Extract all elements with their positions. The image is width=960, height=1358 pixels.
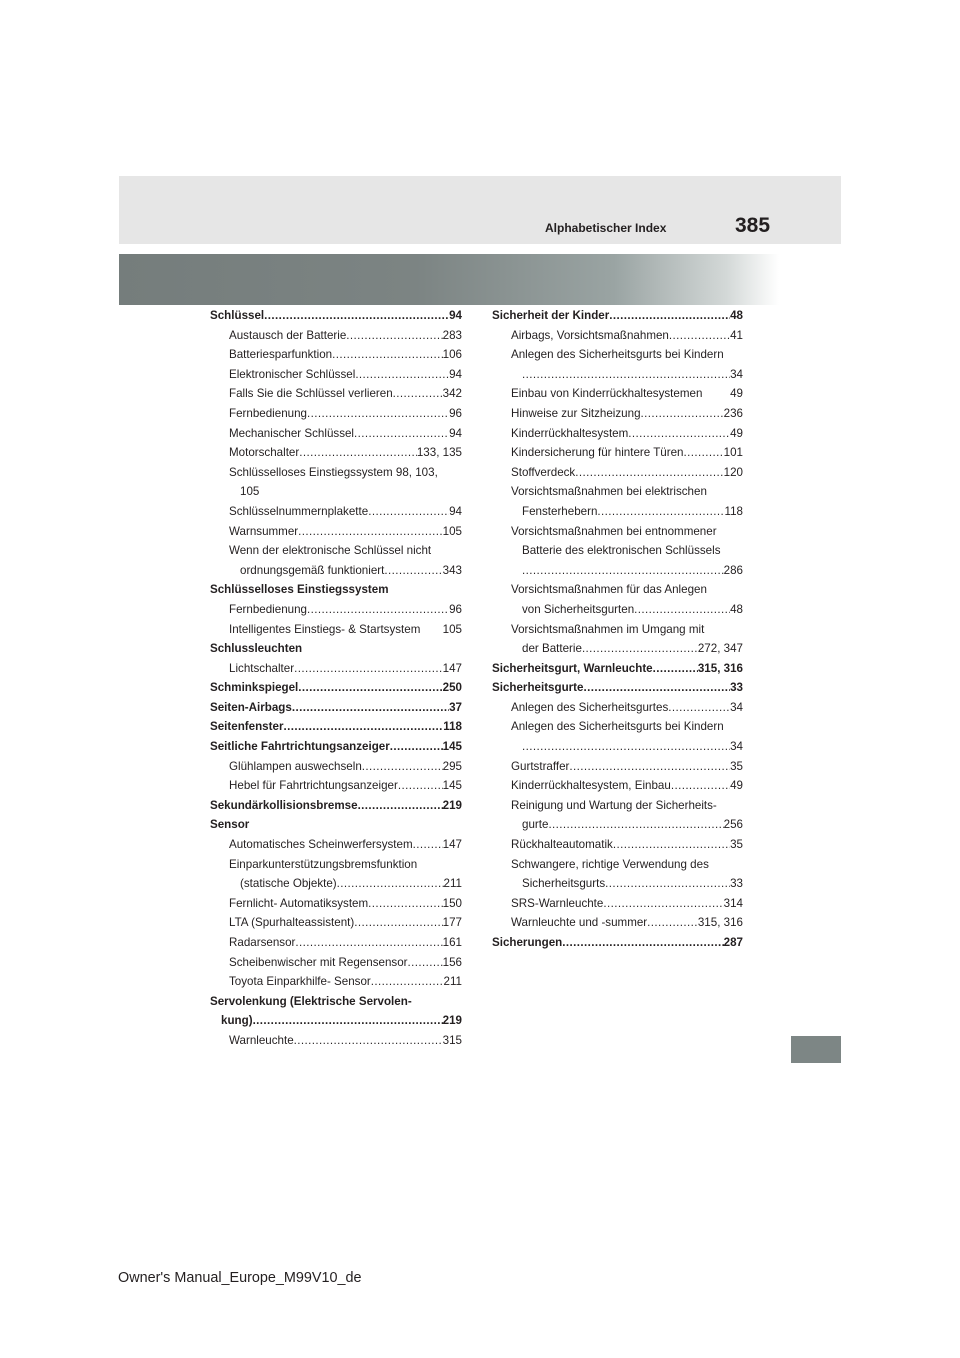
index-entry-term: Schminkspiegel: [210, 681, 299, 695]
index-entry-term: Seiten-Airbags: [210, 700, 292, 714]
index-entry-page: 145: [442, 779, 462, 793]
index-entry-term: Glühlampen auswechseln: [229, 759, 362, 773]
dot-leader: [684, 443, 724, 463]
index-entry-term: Anlegen des Sicherheitsgurts bei Kindern: [511, 720, 724, 734]
index-entry-page: 96: [449, 602, 462, 616]
index-entry-term: Batteriesparfunktion: [229, 348, 333, 362]
index-entry-term: Rückhalteautomatik: [511, 838, 613, 852]
index-entry: [492, 678, 743, 698]
dot-leader: [605, 874, 730, 894]
index-entry-term: ordnungsgemäß funktioniert: [240, 563, 385, 577]
index-entry: [492, 306, 743, 326]
index-entry-term: Einparkunterstützungsbremsfunktion: [229, 857, 418, 871]
dot-leader: [253, 1011, 443, 1031]
index-entry-page: 150: [442, 896, 462, 910]
index-entry: [210, 639, 462, 659]
index-entry: [492, 639, 743, 659]
index-entry: [492, 600, 743, 620]
index-entry-term: kung): [221, 1014, 253, 1028]
index-entry: [210, 522, 462, 542]
index-entry-page: 147: [442, 838, 462, 852]
gradient-bar: [119, 254, 779, 305]
index-entry: [210, 580, 462, 600]
index-entry: [492, 404, 743, 424]
index-entry-term: Fernbedienung: [229, 406, 307, 420]
dot-leader: [384, 561, 442, 581]
index-entry: [492, 620, 743, 640]
index-entry: [210, 796, 462, 816]
index-entry-term: Stoffverdeck: [511, 465, 576, 479]
index-entry: [210, 835, 462, 855]
index-column-left: [210, 306, 462, 1051]
dot-leader: [597, 502, 724, 522]
index-entry-term: Sicherheitsgurte: [492, 681, 584, 695]
dot-leader: [332, 345, 443, 365]
index-entry: [492, 365, 743, 385]
index-entry-page: 118: [724, 504, 743, 518]
index-entry: [210, 404, 462, 424]
dot-leader: [355, 365, 449, 385]
index-entry-term: Seitenfenster: [210, 720, 284, 734]
index-entry: [210, 345, 462, 365]
index-entry-page: 147: [442, 661, 462, 675]
index-entry: [492, 855, 743, 875]
index-entry-page: 34: [730, 367, 743, 381]
index-entry: [210, 757, 462, 777]
dot-leader: [307, 404, 449, 424]
index-entry: [492, 345, 743, 365]
index-entry-page: 49: [730, 779, 743, 793]
index-entry: [492, 443, 743, 463]
index-entry-term: Reinigung und Wartung der Sicherheits-: [511, 798, 717, 812]
index-entry: [492, 933, 743, 953]
index-entry-term: Scheibenwischer mit Regensensor: [229, 955, 408, 969]
index-entry-term: Einbau von Kinderrückhaltesystemen: [511, 387, 703, 401]
index-entry-term: Sensor: [210, 818, 250, 832]
index-entry: [210, 913, 462, 933]
index-entry: [210, 443, 462, 463]
index-entry: [492, 463, 743, 483]
dot-leader: [669, 326, 730, 346]
dot-leader: [362, 757, 443, 777]
index-entry-term: Sicherungen: [492, 936, 563, 949]
index-entry-term: Schlüssel: [210, 309, 265, 322]
index-entry-term: LTA (Spurhalteassistent): [229, 916, 355, 930]
index-entry-page: 48: [730, 602, 743, 616]
header-band: [119, 176, 841, 244]
index-entry: [210, 306, 462, 326]
dot-leader: [368, 894, 442, 914]
index-entry: [210, 855, 462, 875]
index-entry-term: Kinderrückhaltesystem, Einbau: [511, 779, 671, 793]
index-entry-page: 219: [442, 798, 462, 812]
index-entry: [492, 502, 743, 522]
index-entry-term: Fernbedienung: [229, 602, 307, 616]
index-entry-page: 211: [443, 975, 462, 989]
dot-leader: [398, 776, 443, 796]
dot-leader: [354, 913, 442, 933]
index-entry-page: 314: [723, 896, 743, 910]
index-entry: [492, 580, 743, 600]
index-entry-term: Mechanischer Schlüssel: [229, 426, 355, 440]
index-entry: [492, 796, 743, 816]
index-entry-page: 106: [442, 348, 462, 362]
index-entry-page: 286: [723, 563, 743, 577]
index-entry: [210, 972, 462, 992]
index-entry-term: Seitliche Fahrtrichtungsanzeiger: [210, 740, 390, 754]
index-entry-term: Sicherheitsgurt, Warnleuchte: [492, 661, 653, 675]
index-entry-term: Gurtstraffer: [511, 759, 570, 773]
dot-leader: [584, 678, 731, 698]
index-entry-page: 272, 347: [697, 642, 743, 656]
index-entry-page: 342: [442, 387, 462, 401]
dot-leader: [264, 306, 449, 326]
index-entry-page: 35: [730, 838, 743, 852]
index-entry-term: Fernlicht- Automatiksystem: [229, 896, 369, 910]
index-entry: [210, 953, 462, 973]
index-entry-term: Automatisches Scheinwerfersystem: [229, 838, 413, 852]
index-entry: [210, 502, 462, 522]
index-entry-page: 35: [730, 759, 743, 773]
index-entry: [492, 424, 743, 444]
footer-text: Owner's Manual_Europe_M99V10_de: [118, 1270, 362, 1286]
index-entry-term: Austausch der Batterie: [229, 328, 347, 342]
index-entry-term: Lichtschalter: [229, 661, 295, 675]
index-entry-page: 94: [449, 367, 462, 381]
index-entry-term: Sicherheit der Kinder: [492, 309, 610, 322]
index-entry-term: Hinweise zur Sitzheizung: [511, 406, 641, 420]
dot-leader: [390, 737, 443, 757]
dot-leader: [294, 659, 443, 679]
index-entry: [210, 678, 462, 698]
dot-leader: [368, 502, 449, 522]
index-entry-term: Intelligentes Einstiegs- & Startsystem: [229, 622, 421, 636]
dot-leader: [298, 522, 443, 542]
dot-leader: [299, 443, 417, 463]
index-entry: [492, 776, 743, 796]
index-entry-term: Warnleuchte: [229, 1033, 294, 1047]
dot-leader: [548, 815, 723, 835]
index-entry: [210, 933, 462, 953]
index-entry: [210, 541, 462, 561]
index-entry-page: 145: [442, 740, 462, 754]
dot-leader: [408, 953, 443, 973]
index-entry-term: Anlegen des Sicherheitsgurtes: [511, 700, 669, 714]
index-entry: [210, 659, 462, 679]
index-entry: [492, 482, 743, 502]
index-entry-page: 250: [442, 681, 462, 695]
index-entry-page: 94: [449, 309, 462, 322]
index-entry: [210, 815, 462, 835]
dot-leader: [307, 600, 449, 620]
index-entry-page: 49: [730, 387, 743, 401]
index-entry: [210, 992, 462, 1012]
index-entry-page: 101: [723, 446, 743, 460]
index-entry: [492, 384, 743, 404]
index-entry-page: 315, 316: [697, 916, 743, 930]
index-entry-term: 105: [240, 485, 260, 499]
index-entry-term: Kinderrückhaltesystem: [511, 426, 629, 440]
index-entry-page: 315, 316: [697, 661, 743, 675]
index-entry-page: 94: [449, 504, 462, 518]
index-entry-term: gurte: [522, 818, 549, 832]
index-entry: [492, 874, 743, 894]
dot-leader: [337, 874, 444, 894]
index-entry-page: 41: [730, 328, 743, 342]
index-entry-term: SRS-Warnleuchte: [511, 896, 604, 910]
index-entry-term: der Batterie: [522, 642, 582, 656]
index-entry: [492, 894, 743, 914]
dot-leader: [613, 835, 730, 855]
dot-leader: [569, 757, 730, 777]
dot-leader: [358, 796, 443, 816]
index-entry: [492, 659, 743, 679]
index-entry-term: Radarsensor: [229, 936, 296, 949]
dot-leader: [292, 698, 449, 718]
index-entry-term: Warnleuchte und -summer: [511, 916, 648, 930]
dot-leader: [562, 933, 723, 953]
index-entry: [492, 913, 743, 933]
dot-leader: [641, 404, 724, 424]
dot-leader: [522, 561, 724, 581]
index-entry: [210, 561, 462, 581]
index-entry: [492, 717, 743, 737]
index-entry-page: 343: [442, 563, 462, 577]
index-entry-page: 161: [442, 936, 462, 949]
index-entry: [492, 815, 743, 835]
dot-leader: [647, 913, 698, 933]
dot-leader: [628, 424, 730, 444]
index-entry-term: Warnsummer: [229, 524, 299, 538]
index-entry-term: (statische Objekte): [240, 877, 337, 891]
index-entry-page: 211: [443, 877, 462, 891]
dot-leader: [371, 972, 444, 992]
index-entry: [210, 776, 462, 796]
index-entry: [210, 737, 462, 757]
index-entry-page: 156: [442, 955, 462, 969]
index-entry-term: Vorsichtsmaßnahmen bei elektrischen: [511, 485, 707, 499]
index-entry-page: 133, 135: [416, 446, 462, 460]
index-entry-page: 287: [723, 936, 743, 949]
dot-leader: [668, 698, 730, 718]
index-entry-page: 49: [730, 426, 743, 440]
index-entry-term: Airbags, Vorsichtsmaßnahmen: [511, 328, 669, 342]
index-entry: [492, 541, 743, 561]
index-entry-page: 315: [442, 1033, 462, 1047]
index-entry-term: Schlussleuchten: [210, 642, 303, 656]
dot-leader: [294, 1031, 443, 1051]
index-entry-page: 283: [442, 328, 462, 342]
index-entry: [492, 698, 743, 718]
index-entry-term: Anlegen des Sicherheitsgurts bei Kindern: [511, 348, 724, 362]
index-entry: [210, 894, 462, 914]
dot-leader: [522, 737, 730, 757]
dot-leader: [393, 384, 443, 404]
index-entry-term: Falls Sie die Schlüssel verlieren: [229, 387, 393, 401]
index-entry-term: Vorsichtsmaßnahmen für das Anlegen: [511, 583, 707, 597]
index-entry: [210, 424, 462, 444]
dot-leader: [283, 717, 443, 737]
index-entry-term: von Sicherheitsgurten: [522, 602, 635, 616]
index-entry-term: Elektronischer Schlüssel: [229, 367, 356, 381]
index-entry: [492, 522, 743, 542]
index-entry-term: Sicherheitsgurts: [522, 877, 606, 891]
index-entry-page: 34: [730, 700, 743, 714]
index-entry-page: 48: [730, 309, 743, 322]
index-entry-term: Schlüsselloses Einstiegssystem: [210, 583, 389, 597]
index-entry: [492, 737, 743, 757]
dot-leader: [653, 659, 698, 679]
index-entry-term: Schlüsselnummernplakette: [229, 504, 369, 518]
chapter-thumb-tab: [791, 1036, 841, 1063]
index-entry-page: 118: [443, 720, 462, 734]
dot-leader: [295, 933, 442, 953]
index-entry: [210, 874, 462, 894]
index-entry-page: 94: [449, 426, 462, 440]
index-entry-page: 33: [730, 877, 743, 891]
index-entry: [492, 757, 743, 777]
dot-leader: [298, 678, 442, 698]
page-number: 385: [735, 214, 771, 237]
index-entry-term: Kindersicherung für hintere Türen: [511, 446, 684, 460]
dot-leader: [603, 894, 723, 914]
index-entry-page: 120: [723, 465, 743, 479]
index-entry-page: 37: [449, 700, 462, 714]
dot-leader: [634, 600, 730, 620]
index-entry-page: 105: [442, 622, 462, 636]
dot-leader: [582, 639, 698, 659]
index-entry-page: 33: [730, 681, 743, 695]
section-title: Alphabetischer Index: [545, 221, 667, 235]
dot-leader: [575, 463, 723, 483]
index-entry-term: Fensterhebern: [522, 504, 598, 518]
index-entry: [210, 1031, 462, 1051]
index-entry: [210, 384, 462, 404]
index-column-right: [492, 306, 743, 953]
index-entry-page: 295: [442, 759, 462, 773]
index-entry: [210, 365, 462, 385]
index-entry-term: Sekundärkollisionsbremse: [210, 798, 358, 812]
index-entry: [210, 717, 462, 737]
index-entry-page: 219: [442, 1014, 462, 1028]
index-entry: [210, 620, 462, 640]
index-entry: [492, 326, 743, 346]
index-entry-term: Motorschalter: [229, 446, 300, 460]
dot-leader: [354, 424, 449, 444]
index-entry-term: Batterie des elektronischen Schlüssels: [522, 544, 721, 558]
index-entry-term: Toyota Einparkhilfe- Sensor: [229, 975, 371, 989]
index-entry: [492, 835, 743, 855]
index-entry-page: 105: [442, 524, 462, 538]
index-entry-page: 34: [730, 740, 743, 754]
index-entry-term: Vorsichtsmaßnahmen im Umgang mit: [511, 622, 705, 636]
index-entry: [210, 326, 462, 346]
dot-leader: [522, 365, 730, 385]
dot-leader: [413, 835, 443, 855]
dot-leader: [609, 306, 730, 326]
index-entry-term: Schwangere, richtige Verwendung des: [511, 857, 709, 871]
index-entry: [210, 1011, 462, 1031]
index-entry-page: 177: [442, 916, 462, 930]
index-entry: [210, 463, 462, 483]
index-entry: [210, 698, 462, 718]
index-entry: [210, 482, 462, 502]
index-entry: [492, 561, 743, 581]
index-entry-term: Servolenkung (Elektrische Servolen-: [210, 994, 412, 1008]
index-entry-page: 256: [723, 818, 743, 832]
index-entry-page: 96: [449, 406, 462, 420]
index-entry-term: Schlüsselloses Einstiegssystem 98, 103,: [229, 465, 438, 479]
dot-leader: [346, 326, 442, 346]
index-entry-page: 236: [723, 406, 743, 420]
dot-leader: [671, 776, 730, 796]
index-entry-term: Hebel für Fahrtrichtungsanzeiger: [229, 779, 398, 793]
index-entry-term: Vorsichtsmaßnahmen bei entnommener: [511, 524, 717, 538]
index-entry: [210, 600, 462, 620]
index-entry-term: Wenn der elektronische Schlüssel nicht: [229, 544, 432, 558]
